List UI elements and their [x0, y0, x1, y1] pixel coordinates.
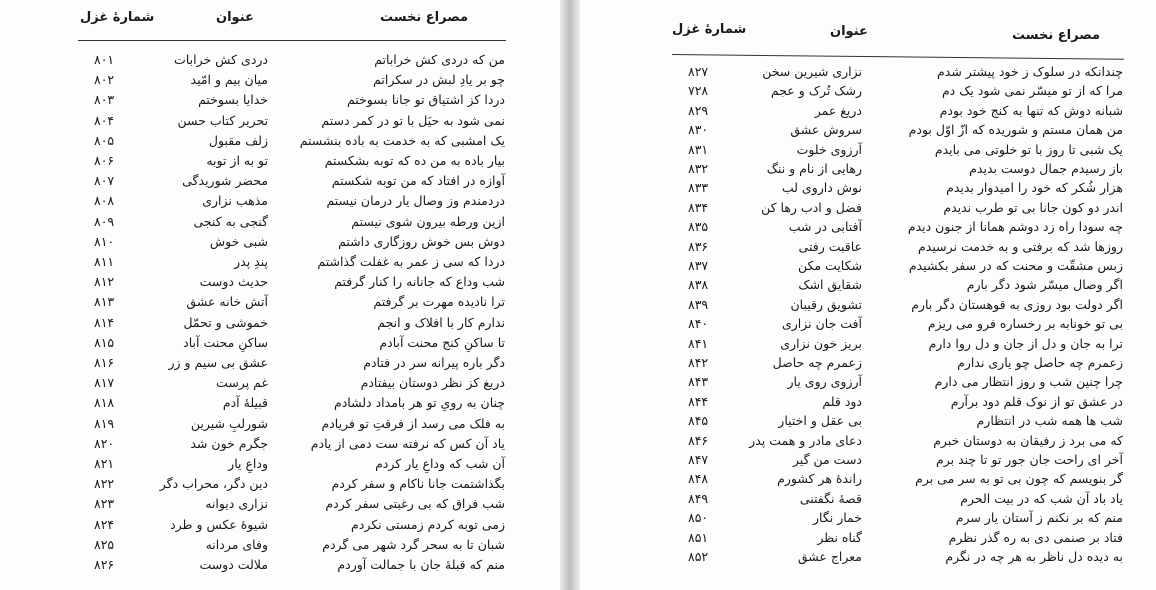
title-text: عشق بی سیم و زر: [168, 355, 268, 370]
header-title: عنوان: [830, 24, 868, 39]
title-text: وفای مردانه: [205, 536, 268, 552]
ghazal-number: ۸۱۸: [94, 395, 115, 411]
first-line-text: من همان مستم و شوریده که ازّ اوّل بودم: [908, 122, 1123, 138]
first-line-text: چندانکه در سلوک ز خود پیشتر شدم: [937, 64, 1123, 79]
first-line-text: یک شبی تا روز با تو خلوتی می بایدم: [934, 141, 1123, 157]
title-text: فضل و ادب رها کن: [761, 199, 862, 215]
ghazal-number: ۸۰۷: [94, 173, 115, 189]
title-text: تحریر کتاب حسن: [177, 112, 268, 128]
title-text: شقایق اشک: [798, 277, 862, 293]
ghazal-number: ۸۳۷: [688, 258, 709, 273]
first-line-text: من که دردی کش خراباتم: [374, 52, 505, 67]
first-line-text: شب فراق که بی رغبتی سفر کردم: [325, 496, 505, 512]
title-text: آرزوی روی یار: [787, 374, 862, 390]
title-text: نزاری شیرین سخن: [762, 64, 862, 79]
first-line-text: چرا چنین شب و روز انتظار می دارم: [934, 374, 1123, 390]
title-text: گنجی به کنجی: [193, 213, 268, 229]
header-rule: [672, 54, 1124, 60]
ghazal-number: ۸۲۰: [94, 435, 115, 451]
first-line-text: منم که قبلهٔ جان با جمالت آوردم: [337, 557, 505, 572]
ghazal-number: ۸۱۶: [94, 355, 115, 370]
title-text: شکایت مکن: [797, 258, 862, 273]
title-text: آفتابی در شب: [788, 219, 862, 235]
ghazal-number: ۸۳۸: [688, 277, 709, 293]
ghazal-number: ۸۵۲: [688, 549, 709, 564]
first-line-text: دردا که سی ز عمر به غفلت گذاشتم: [317, 254, 505, 269]
left-page: [0, 0, 560, 590]
title-text: شیوهٔ عکس و طرد: [170, 516, 268, 532]
ghazal-number: ۸۰۹: [94, 213, 115, 229]
ghazal-number: ۸۰۴: [94, 112, 115, 128]
title-text: غم پرست: [216, 375, 268, 391]
ghazal-number: ۸۲۷: [688, 64, 709, 79]
ghazal-number: ۷۲۸: [688, 83, 709, 99]
first-line-text: منم که بر نکنم ز آستان یار سرم: [955, 510, 1123, 526]
ghazal-number: ۸۱۴: [94, 314, 115, 330]
first-line-text: چو بر یادِ لبش در سکراتم: [373, 72, 505, 88]
first-line-text: ترا نادیده مهرت بر گرفتم: [373, 294, 505, 310]
title-text: خموشی و تحمّل: [183, 314, 268, 330]
book-gutter: [560, 0, 580, 590]
first-line-text: نمی شود به حیَل با تو در کمر دستم: [321, 112, 505, 128]
first-line-text: شبانه دوش که تنها به کنج خود بودم: [939, 102, 1123, 118]
ghazal-number: ۸۰۶: [94, 153, 115, 168]
ghazal-number: ۸۰۳: [94, 92, 115, 108]
first-line-text: دگر باره پیرانه سر در فتادم: [363, 355, 505, 370]
first-line-text: بگذاشتمت جانا ناکام و سفر کردم: [331, 476, 505, 492]
first-line-text: اگر وصال میسّر شود دگر بارم: [966, 277, 1123, 293]
title-text: دعای مادر و همت پدر: [749, 432, 862, 448]
first-line-text: زعمرم چه حاصل چو یاری ندارم: [957, 355, 1123, 370]
title-text: تو به از توبه: [206, 153, 268, 168]
title-text: جگرم خون شد: [190, 435, 268, 451]
title-text: نوش داروی لب: [781, 180, 862, 196]
ghazal-number: ۸۳۴: [688, 199, 709, 215]
title-text: گناه نظر: [817, 529, 862, 545]
title-text: ملالت دوست: [199, 557, 268, 572]
ghazal-number: ۸۲۳: [94, 496, 115, 512]
ghazal-number: ۸۳۵: [688, 219, 709, 235]
right-page: [580, 0, 1156, 590]
title-text: رشک تُرک و عجم: [770, 83, 862, 99]
first-line-text: در عشق تو از نوک قلم دود برآرم: [950, 393, 1123, 409]
title-text: رهایی از نام و ننگ: [766, 161, 862, 176]
title-text: معراج عشق: [797, 549, 862, 564]
ghazal-number: ۸۰۱: [94, 52, 115, 67]
first-line-text: هزار شُکر که خود را امیدوار بدیدم: [946, 180, 1123, 196]
ghazal-number: ۸۲۹: [688, 102, 709, 118]
title-text: دریغ عمر: [814, 102, 862, 118]
title-text: پندِ پدر: [234, 254, 268, 269]
ghazal-number: ۸۲۴: [94, 516, 115, 532]
first-line-text: دردا کز اشتیاق تو جانا بسوختم: [346, 92, 505, 108]
title-text: دردی کش خرابات: [174, 52, 268, 67]
title-text: مذهب نزاری: [202, 193, 268, 209]
first-line-text: ازین ورطه بیرون شوی نیستم: [351, 213, 505, 229]
title-text: راندهٔ هر کشورم: [777, 471, 862, 487]
first-line-text: آن شب که وداعِ یار کردم: [375, 456, 505, 471]
first-line-text: دردمندم وز وصال یار درمان نیستم: [326, 193, 505, 209]
title-text: ساکنِ محنت آباد: [183, 334, 268, 350]
first-line-text: اگر دولت بود روزی به قوهستان دگر بارم: [911, 296, 1123, 312]
first-line-text: آخر ای راحت جان جور تو تا چند برم: [936, 452, 1123, 467]
title-text: آتش خانه عشق: [186, 294, 268, 310]
first-line-text: به دیده دل ناظر به هر چه در نگرم: [945, 549, 1123, 564]
title-text: سروش عشق: [790, 122, 862, 138]
header-rule: [78, 40, 506, 41]
ghazal-number: ۸۱۲: [94, 274, 115, 290]
ghazal-number: ۸۴۵: [688, 413, 709, 429]
ghazal-number: ۸۴۲: [688, 355, 709, 370]
title-text: زعمرم چه حاصل: [772, 355, 862, 370]
first-line-text: باز رسیدم جمال دوست بدیدم: [969, 161, 1123, 176]
first-line-text: گر بنویسم که چون بی تو به سر می برم: [915, 471, 1123, 487]
ghazal-number: ۸۳۰: [688, 122, 709, 138]
ghazal-number: ۸۳۶: [688, 238, 709, 254]
ghazal-number: ۸۱۵: [94, 334, 115, 350]
ghazal-number: ۸۱۱: [94, 254, 115, 269]
title-text: وداعِ یار: [228, 456, 268, 471]
ghazal-number: ۸۴۳: [688, 374, 709, 390]
ghazal-number: ۸۴۷: [688, 452, 709, 467]
ghazal-number: ۸۴۱: [688, 335, 709, 351]
first-line-text: یاد آن کس که نرفته ست دمی از یادم: [310, 435, 505, 451]
ghazal-number: ۸۴۶: [688, 432, 709, 448]
first-line-text: شب وداع که جانانه را کنار گرفتم: [334, 274, 505, 290]
first-line-text: یک امشبی که به خدمت به باده بنشستم: [299, 132, 505, 148]
ghazal-number: ۸۳۲: [688, 161, 709, 176]
ghazal-number: ۸۵۰: [688, 510, 709, 526]
title-text: حدیث دوست: [199, 274, 268, 290]
title-text: بی عقل و اختیار: [778, 413, 862, 429]
first-line-text: چه سودا راه زد دوشم همانا از جنون دیدم: [907, 219, 1123, 235]
title-text: تشویق رقیبان: [790, 296, 862, 312]
title-text: بریز خون نزاری: [780, 335, 862, 351]
title-text: نزاری دیوانه: [205, 496, 268, 512]
header-number: شمارهٔ غزل: [80, 10, 155, 25]
first-line-text: شب ها همه شب در انتظارم: [976, 413, 1123, 429]
header-first-line: مصراع نخست: [1012, 28, 1101, 43]
ghazal-number: ۸۱۳: [94, 294, 115, 310]
first-line-text: اندر دو کون جانا بی تو طرب ندیدم: [943, 199, 1123, 215]
title-text: دست من گیر: [792, 452, 862, 467]
header-title: عنوان: [216, 10, 254, 25]
ghazal-number: ۸۲۱: [94, 456, 115, 471]
title-text: میان بیم و امّید: [190, 72, 268, 88]
ghazal-number: ۸۰۵: [94, 132, 115, 148]
title-text: آفت جان نزاری: [781, 316, 862, 332]
first-line-text: زمی توبه کردم زمستی نکردم: [351, 516, 505, 532]
title-text: دود قلم: [822, 393, 862, 409]
header-number: شمارهٔ غزل: [672, 22, 747, 37]
first-line-text: بیار باده به من ده که توبه بشکستم: [324, 153, 505, 168]
ghazal-number: ۸۱۹: [94, 415, 115, 431]
first-line-text: آوازه در افتاد که من توبه شکستم: [331, 173, 505, 189]
ghazal-number: ۸۰۸: [94, 193, 115, 209]
ghazal-number: ۸۴۸: [688, 471, 709, 487]
title-text: محضر شوریدگی: [182, 173, 268, 189]
ghazal-number: ۸۴۹: [688, 490, 709, 506]
ghazal-number: ۸۰۲: [94, 72, 115, 88]
ghazal-number: ۸۳۳: [688, 180, 709, 196]
title-text: شورلبِ شیرین: [190, 415, 268, 431]
first-line-text: بی تو خونابه بر رخساره فرو می ریزم: [927, 316, 1123, 332]
ghazal-number: ۸۵۱: [688, 529, 709, 545]
title-text: عاقبت رفتی: [798, 238, 862, 254]
first-line-text: دریغ کز نظر دوستان بیفتادم: [360, 375, 505, 391]
title-text: خمار نگار: [813, 510, 862, 526]
title-text: قصهٔ نگفتنی: [799, 490, 862, 506]
first-line-text: ندارم کار با افلاک و انجم: [377, 314, 505, 330]
ghazal-number: ۸۳۱: [688, 141, 709, 157]
ghazal-number: ۸۱۷: [94, 375, 115, 391]
ghazal-number: ۸۲۵: [94, 536, 115, 552]
first-line-text: ترا به جان و دل از جان و دل روا دارم: [928, 335, 1123, 351]
first-line-text: شبان تا به سحر گرد شهر می گردم: [322, 536, 505, 552]
title-text: خدایا بسوختم: [198, 92, 268, 108]
title-text: دین دگر، محراب دگر: [159, 476, 268, 492]
title-text: آرزوی خلوت: [796, 141, 862, 157]
ghazal-number: ۸۴۰: [688, 316, 709, 332]
title-text: قبیلهٔ آدم: [222, 395, 268, 411]
header-first-line: مصراع نخست: [380, 10, 469, 25]
ghazal-number: ۸۲۲: [94, 476, 115, 492]
ghazal-number: ۸۴۴: [688, 393, 709, 409]
first-line-text: یاد باد آن شب که در بیت الحرم: [960, 490, 1123, 506]
ghazal-number: ۸۱۰: [94, 233, 115, 249]
first-line-text: روزها شد که برفتی و به خدمت نرسیدم: [918, 238, 1123, 254]
first-line-text: زبس مشقّت و محنت که در سفر بکشیدم: [908, 258, 1123, 273]
title-text: شبی خوش: [209, 233, 268, 249]
first-line-text: مرا که از تو میسّر نمی شود یک دم: [941, 83, 1123, 99]
first-line-text: که می برد ز رفیقان به دوستان خبرم: [933, 432, 1123, 448]
first-line-text: چنان به رویِ تو هر بامداد دلشادم: [333, 395, 505, 411]
title-text: زلف مقبول: [208, 132, 268, 148]
first-line-text: به فلک می رسد از فرقتِ تو فریادم: [321, 415, 505, 431]
first-line-text: فتاد بر صنمی دی به ره گذر نظرم: [948, 529, 1123, 545]
first-line-text: تا ساکنِ کنج محنت آبادم: [379, 334, 505, 350]
first-line-text: دوش بس خوش روزگاری داشتم: [338, 233, 505, 249]
ghazal-number: ۸۳۹: [688, 296, 709, 312]
ghazal-number: ۸۲۶: [94, 557, 115, 572]
